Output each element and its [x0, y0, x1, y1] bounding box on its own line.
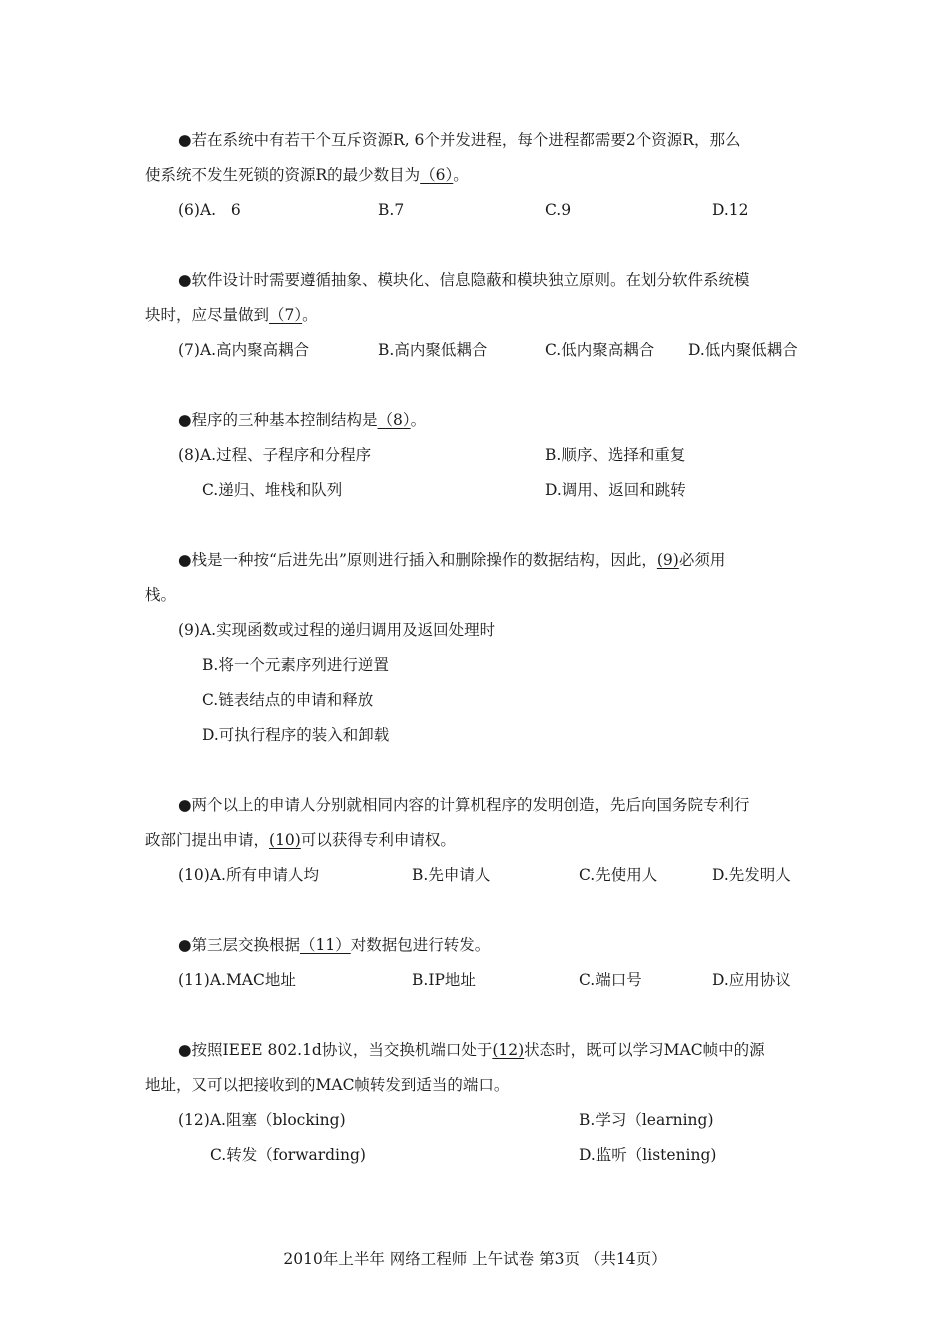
q7-option-d: D.低内聚低耦合	[688, 341, 798, 359]
q12-option-d: D.监听（listening)	[579, 1146, 717, 1164]
q6-option-a: (6)A. 6	[178, 201, 241, 219]
q11-stem-line-1: ●第三层交换根据（11）对数据包进行转发。	[178, 936, 491, 954]
q12-stem-line-2: 地址，又可以把接收到的MAC帧转发到适当的端口。	[145, 1076, 510, 1094]
q7-option-b: B.高内聚低耦合	[378, 341, 488, 359]
q6-option-c: C.9	[545, 201, 572, 219]
q9-option-d: D.可执行程序的装入和卸载	[202, 726, 390, 744]
q10-option-d: D.先发明人	[712, 866, 791, 884]
answer-blank: （7）	[269, 306, 303, 324]
q6-option-d: D.12	[712, 201, 749, 219]
q12-option-b: B.学习（learning)	[579, 1111, 714, 1129]
q7-option-a: (7)A.高内聚高耦合	[178, 341, 310, 359]
q12-option-c: C.转发（forwarding)	[210, 1146, 366, 1164]
q11-option-c: C.端口号	[579, 971, 642, 989]
answer-blank: （11）	[300, 936, 351, 954]
q8-option-c: C.递归、堆栈和队列	[202, 481, 343, 499]
answer-blank: （8）	[377, 411, 411, 429]
q8-option-a: (8)A.过程、子程序和分程序	[178, 446, 372, 464]
q10-stem-line-2: 政部门提出申请，(10)可以获得专利申请权。	[145, 831, 456, 849]
q11-option-d: D.应用协议	[712, 971, 791, 989]
q9-option-c: C.链表结点的申请和释放	[202, 691, 374, 709]
page-footer: 2010年上半年 网络工程师 上午试卷 第3页 （共14页）	[283, 1250, 667, 1268]
answer-blank: （6）	[420, 166, 454, 184]
q9-option-a: (9)A.实现函数或过程的递归调用及返回处理时	[178, 621, 496, 639]
q7-stem-line-1: ●软件设计时需要遵循抽象、模块化、信息隐蔽和模块独立原则。在划分软件系统模	[178, 271, 750, 289]
q7-stem-line-2: 块时，应尽量做到（7）。	[145, 306, 318, 324]
q9-stem-line-2: 栈。	[145, 586, 177, 604]
q8-option-b: B.顺序、选择和重复	[545, 446, 686, 464]
q11-option-a: (11)A.MAC地址	[178, 971, 296, 989]
q9-option-b: B.将一个元素序列进行逆置	[202, 656, 389, 674]
answer-blank: (9)	[656, 551, 679, 569]
q8-option-d: D.调用、返回和跳转	[545, 481, 686, 499]
q7-option-c: C.低内聚高耦合	[545, 341, 655, 359]
q6-stem-line-1: ●若在系统中有若干个互斥资源R, 6个并发进程，每个进程都需要2个资源R，那么	[178, 131, 741, 149]
q10-option-a: (10)A.所有申请人均	[178, 866, 319, 884]
q12-option-a: (12)A.阻塞（blocking)	[178, 1111, 346, 1129]
q12-stem-line-1: ●按照IEEE 802.1d协议，当交换机端口处于(12)状态时，既可以学习MAC帧中的源	[178, 1041, 765, 1059]
q6-option-b: B.7	[378, 201, 405, 219]
q9-stem-line-1: ●栈是一种按“后进先出”原则进行插入和删除操作的数据结构，因此，(9)必须用	[178, 551, 726, 569]
answer-blank: (10)	[269, 831, 301, 849]
answer-blank: (12)	[492, 1041, 525, 1059]
q10-stem-line-1: ●两个以上的申请人分别就相同内容的计算机程序的发明创造，先后向国务院专利行	[178, 796, 750, 814]
q10-option-b: B.先申请人	[412, 866, 491, 884]
q8-stem-line-1: ●程序的三种基本控制结构是（8）。	[178, 411, 427, 429]
q6-stem-line-2: 使系统不发生死锁的资源R的最少数目为（6）。	[145, 166, 469, 184]
q10-option-c: C.先使用人	[579, 866, 658, 884]
q11-option-b: B.IP地址	[412, 971, 476, 989]
